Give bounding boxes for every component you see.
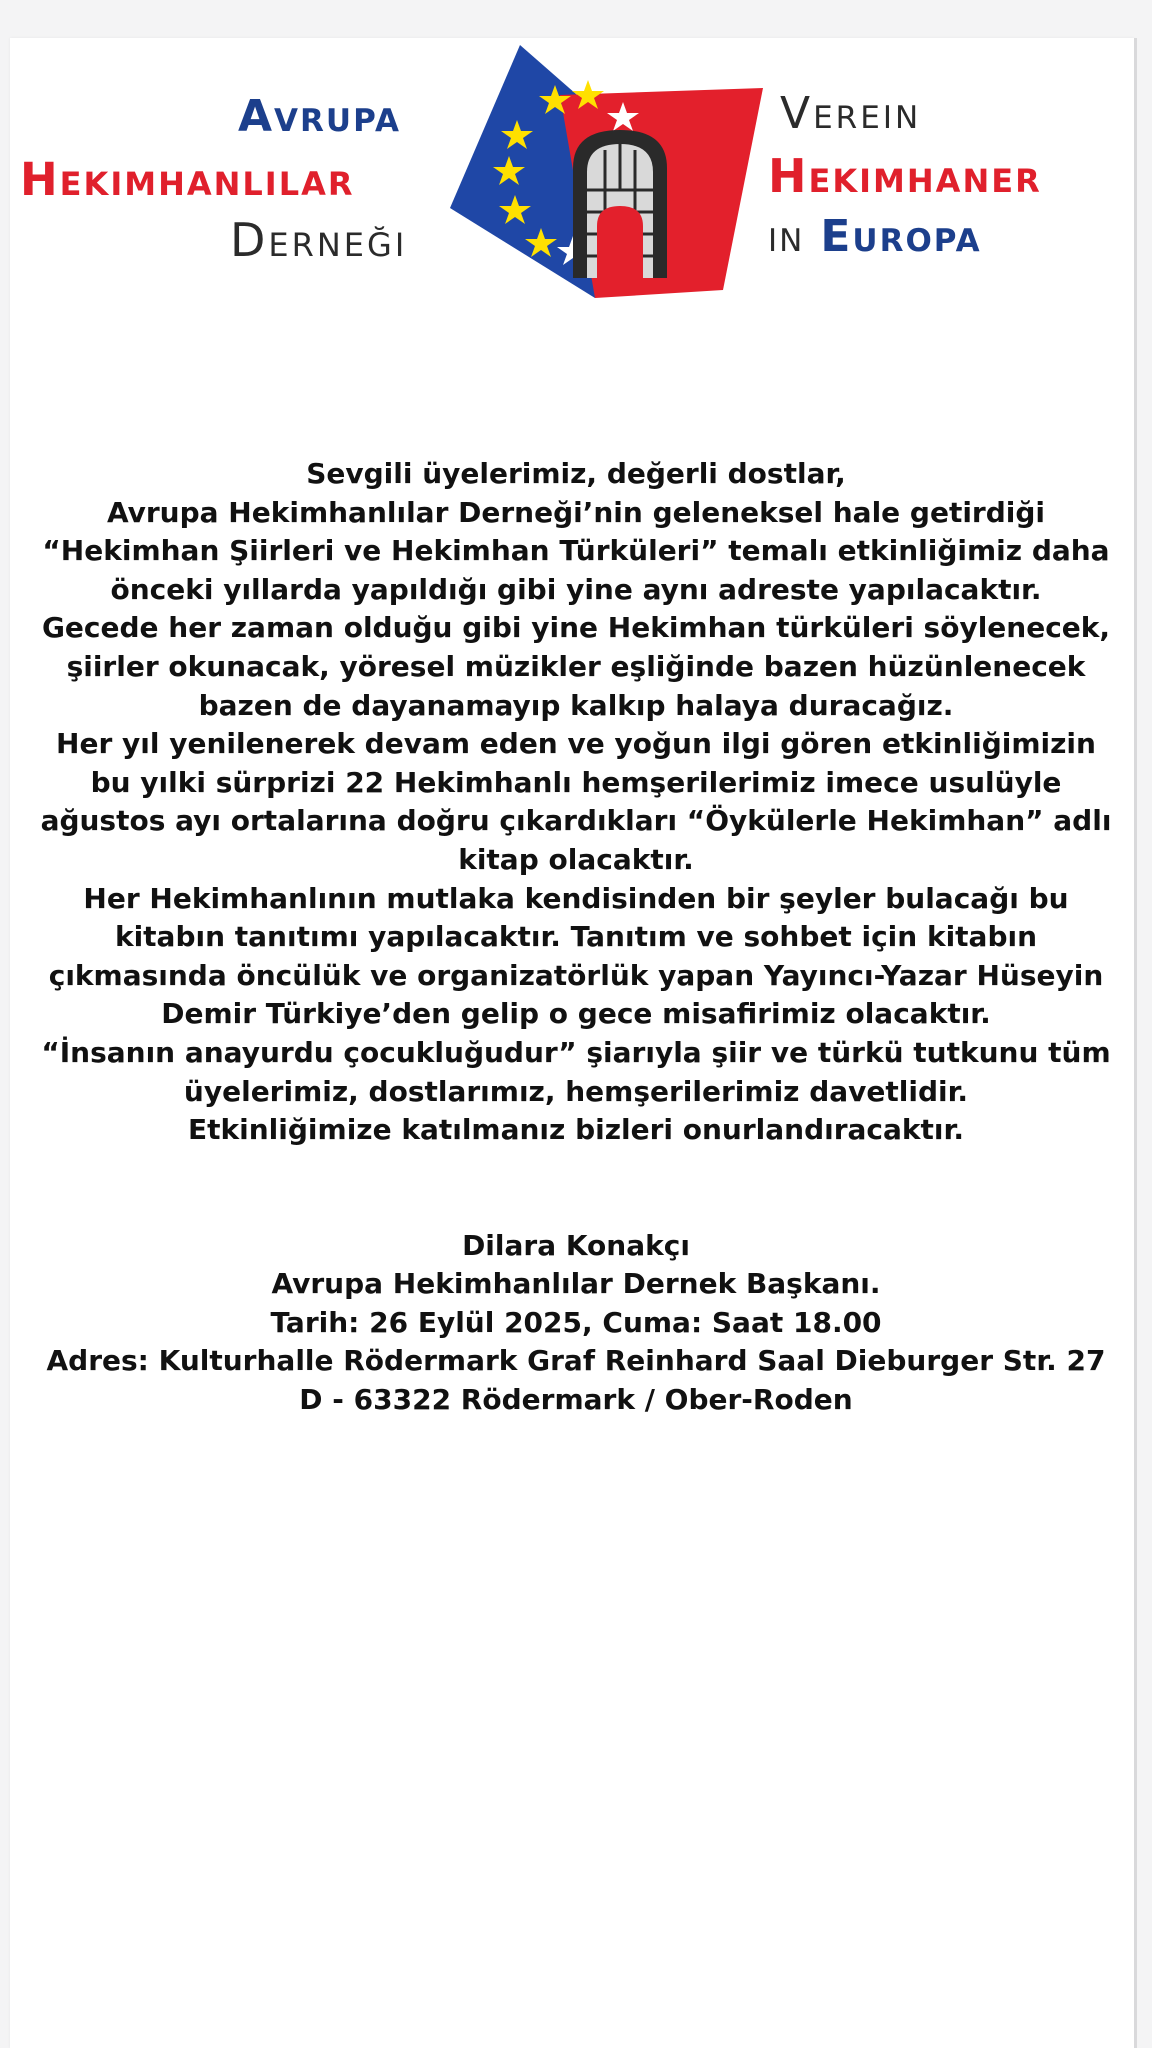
paragraph-greeting: Sevgili üyelerimiz, değerli dostlar, xyxy=(306,457,846,490)
paragraph-invitation: “İnsanın anayurdu çocukluğudur” şiarıyla şiir ve türkü tutkunu tüm üyelerimiz, dostlarımız, hemşerilerimiz davetlidir. xyxy=(41,1035,1111,1108)
stone-archway xyxy=(573,130,667,278)
paragraph-event-intro: Avrupa Hekimhanlılar Derneği’nin geleneksel hale getirdiği “Hekimhan Şiirleri ve Hekimhan Türküleri” temalı etkinliğimiz daha önceki yıllarda yapıldığı gibi yine aynı adreste yapılacaktır. xyxy=(42,495,1110,606)
paragraph-closing: Etkinliğimize katılmanız bizleri onurlandıracaktır. xyxy=(188,1113,964,1147)
logo-text-dernegi: Derneği xyxy=(230,213,408,267)
signature-name: Dilara Konakçı xyxy=(462,1228,690,1262)
logo-text-in: in xyxy=(768,211,805,262)
event-address: Adres: Kulturhalle Rödermark Graf Reinhard Saal Dieburger Str. 27 D - 63322 Rödermark / Ober-Roden xyxy=(46,1344,1106,1417)
page-edge xyxy=(1134,38,1137,2048)
eu-turkey-emblem-icon xyxy=(445,40,775,302)
logo-text-avrupa: Avrupa xyxy=(238,91,401,142)
paragraph-book-surprise: Her yıl yenilenerek devam eden ve yoğun ilgi gören etkinliğimizin bu yılki sürprizi 22 Hekimhanlı hemşerilerimiz imece usulüyle ağustos ayı ortalarına doğru çıkardıkları “Öykülerle Hekimhan” adlı kitap olacaktır. xyxy=(40,727,1112,876)
logo-text-hekimhanlilar: Hekimhanlılar xyxy=(20,153,355,206)
logo-text-in-europa xyxy=(768,211,982,262)
paragraph-book-presentation: Her Hekimhanlının mutlaka kendisinden bir şeyler bulacağı bu kitabın tanıtımı yapılacaktır. Tanıtım ve sohbet için kitabın çıkmasında öncülük ve organizatörlük yapan Yayıncı-Yazar Hüseyin Demir Türkiye’den gelip o gece misafirimiz olacaktır. xyxy=(48,881,1104,1031)
event-date: Tarih: 26 Eylül 2025, Cuma: Saat 18.00 xyxy=(270,1305,882,1339)
logo-text-hekimhaner: Hekimhaner xyxy=(768,149,1042,203)
paragraph-evening-program: Gecede her zaman olduğu gibi yine Hekimhan türküleri söylenecek, şiirler okunacak, yöresel müzikler eşliğinde bazen hüzünlenecek bazen de dayanamayıp kalkıp halaya duracağız. xyxy=(41,611,1111,722)
letter-body xyxy=(40,455,1112,1420)
signature-title: Avrupa Hekimhanlılar Dernek Başkanı. xyxy=(271,1267,881,1301)
logo-text-europa: Europa xyxy=(820,211,982,262)
logo-text-verein: Verein xyxy=(780,88,922,139)
